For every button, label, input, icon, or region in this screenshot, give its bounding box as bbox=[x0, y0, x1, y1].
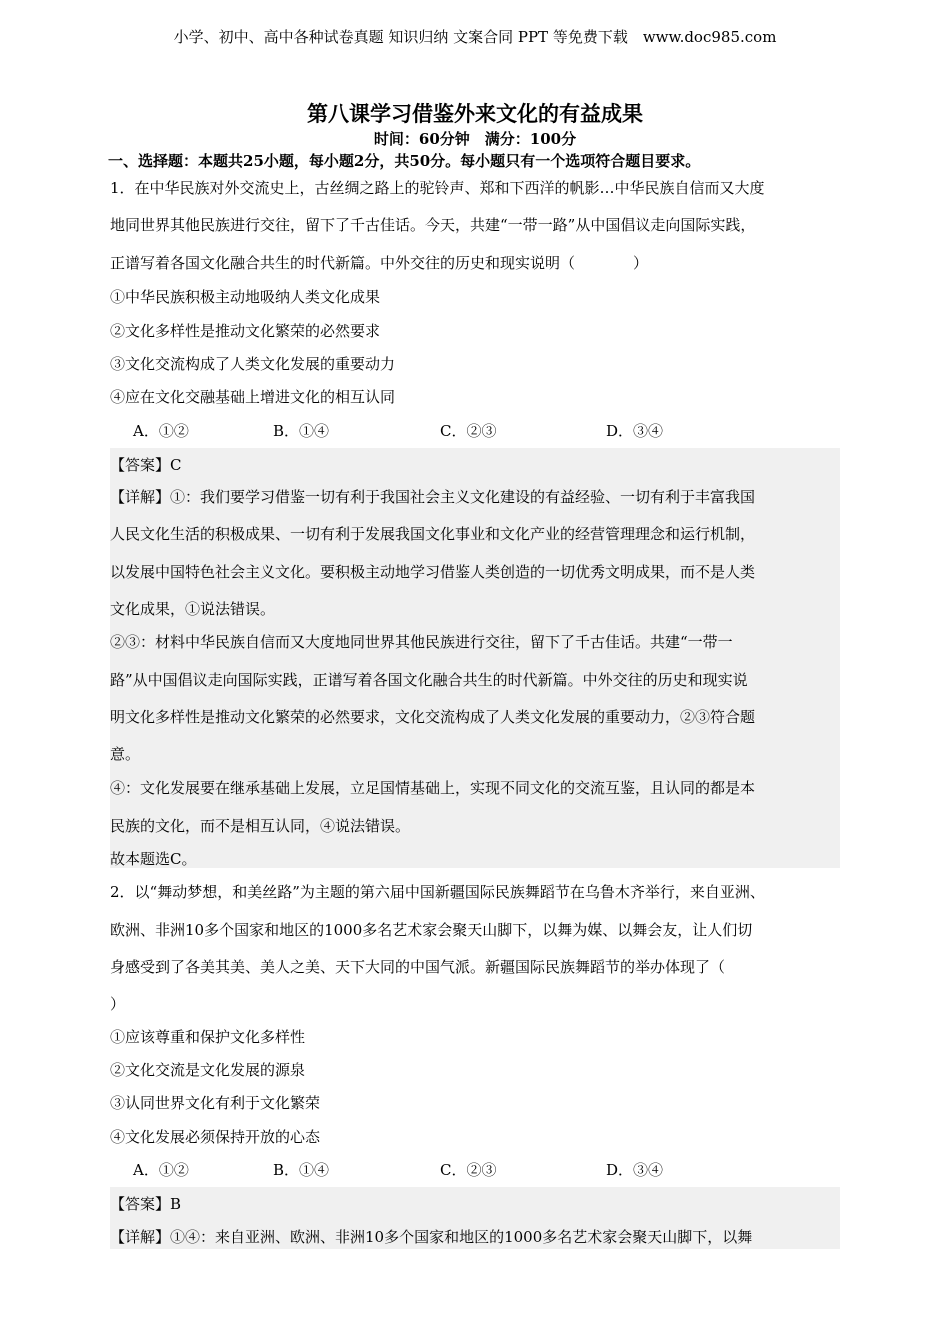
q1-option-a: A．①② bbox=[133, 422, 189, 440]
q1-option-b: B．①④ bbox=[273, 422, 330, 440]
q1-analysis-line: 文化成果，①说法错误。 bbox=[110, 600, 276, 618]
q2-statement: ①应该尊重和保护文化多样性 bbox=[110, 1028, 306, 1046]
q1-answer: 【答案】C bbox=[110, 456, 182, 474]
q1-stem-line: 地同世界其他民族进行交往，留下了千古佳话。今天，共建“一带一路”从中国倡议走向国际实践， bbox=[110, 216, 756, 234]
q2-statement: ③认同世界文化有利于文化繁荣 bbox=[110, 1094, 321, 1112]
q1-statement: ③文化交流构成了人类文化发展的重要动力 bbox=[110, 355, 396, 373]
q2-answer: 【答案】B bbox=[110, 1195, 182, 1213]
q1-stem-line: 1．在中华民族对外交流史上，古丝绸之路上的驼铃声、郑和下西洋的帆影…中华民族自信而又大度 bbox=[110, 179, 765, 197]
q1-answer-box bbox=[110, 448, 840, 868]
q2-option-b: B．①④ bbox=[273, 1161, 330, 1179]
q1-analysis-line: 人民文化生活的积极成果、一切有利于发展我国文化事业和文化产业的经营管理理念和运行机制， bbox=[110, 525, 756, 543]
q1-stem-line bbox=[110, 252, 648, 273]
q2-statement: ④文化发展必须保持开放的心态 bbox=[110, 1128, 321, 1146]
q1-analysis-line: ②③：材料中华民族自信而又大度地同世界其他民族进行交往，留下了千古佳话。共建“一带一 bbox=[110, 633, 733, 651]
q1-analysis-line: 明文化多样性是推动文化繁荣的必然要求，文化交流构成了人类文化发展的重要动力，②③符合题 bbox=[110, 708, 756, 726]
q1-stem-close: ） bbox=[633, 254, 649, 272]
q1-analysis-line: ④：文化发展要在继承基础上发展，立足国情基础上，实现不同文化的交流互鉴，且认同的都是本 bbox=[110, 779, 756, 797]
q1-option-d: D．③④ bbox=[606, 422, 664, 440]
q1-analysis-line: 【详解】①：我们要学习借鉴一切有利于我国社会主义文化建设的有益经验、一切有利于丰富我国 bbox=[110, 488, 756, 506]
q1-statement: ②文化多样性是推动文化繁荣的必然要求 bbox=[110, 322, 381, 340]
exam-meta: 时间：60分钟 满分：100分 bbox=[373, 130, 577, 148]
q1-statement: ④应在文化交融基础上增进文化的相互认同 bbox=[110, 388, 396, 406]
q2-option-c: C．②③ bbox=[440, 1161, 497, 1179]
q2-stem-line: 身感受到了各美其美、美人之美、天下大同的中国气派。新疆国际民族舞蹈节的举办体现了（ bbox=[110, 958, 726, 976]
q2-option-a: A．①② bbox=[133, 1161, 189, 1179]
q1-option-c: C．②③ bbox=[440, 422, 497, 440]
q1-analysis-line: 以发展中国特色社会主义文化。要积极主动地学习借鉴人类创造的一切优秀文明成果，而不是人类 bbox=[110, 563, 756, 581]
q2-stem-line: 欧洲、非洲10多个国家和地区的1000多名艺术家会聚天山脚下，以舞为媒、以舞会友，让人们切 bbox=[110, 921, 753, 939]
q1-analysis-line: 路”从中国倡议走向国际实践，正谱写着各国文化融合共生的时代新篇。中外交往的历史和现实说 bbox=[110, 671, 748, 689]
q2-stem-close: ） bbox=[110, 995, 126, 1013]
q1-analysis-line: 民族的文化，而不是相互认同，④说法错误。 bbox=[110, 817, 411, 835]
q1-analysis-line: 意。 bbox=[110, 745, 141, 763]
q1-conclusion: 故本题选C。 bbox=[110, 850, 197, 868]
q2-stem-line: 2．以“舞动梦想，和美丝路”为主题的第六届中国新疆国际民族舞蹈节在乌鲁木齐举行，来自亚洲、 bbox=[110, 883, 765, 901]
site-header: 小学、初中、高中各种试卷真题 知识归纳 文案合同 PPT 等免费下载 www.doc985.com bbox=[173, 28, 777, 46]
q1-stem-text: 正谱写着各国文化融合共生的时代新篇。中外交往的历史和现实说明（ bbox=[110, 254, 576, 272]
q2-option-d: D．③④ bbox=[606, 1161, 664, 1179]
q2-statement: ②文化交流是文化发展的源泉 bbox=[110, 1061, 306, 1079]
q1-statement: ①中华民族积极主动地吸纳人类文化成果 bbox=[110, 288, 381, 306]
section-heading: 一、选择题：本题共25小题，每小题2分，共50分。每小题只有一个选项符合题目要求。 bbox=[108, 152, 701, 170]
q2-analysis-line: 【详解】①④：来自亚洲、欧洲、非洲10多个国家和地区的1000多名艺术家会聚天山脚下，以舞 bbox=[110, 1228, 753, 1246]
page-title: 第八课学习借鉴外来文化的有益成果 bbox=[307, 101, 643, 126]
